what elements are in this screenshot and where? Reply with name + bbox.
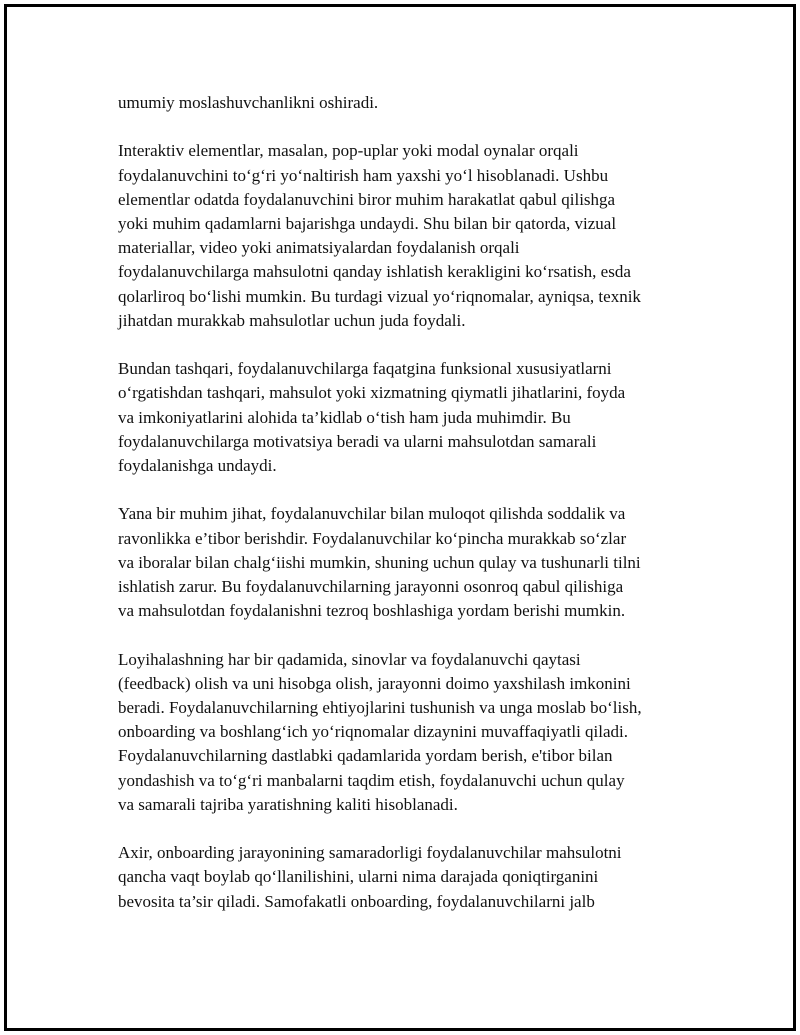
text-line: foydalanuvchilarga mahsulotni qanday ishlatish kerakligini ko‘rsatish, esda [118,262,631,282]
text-line: yoki muhim qadamlarni bajarishga undaydi. Shu bilan bir qatorda, vizual [118,214,617,233]
text-line: va samarali tajriba yaratishning kaliti hisoblanadi. [118,794,458,814]
paragraph [118,648,642,817]
paragraph [118,139,642,333]
text-line: onboarding va boshlang‘ich yo‘riqnomalar dizaynini muvaffaqiyatli qiladi. [118,722,629,742]
text-line: (feedback) olish va uni hisobga olish, jarayonni doimo yaxshilash imkonini [118,673,631,693]
text-line: bevosita ta’sir qiladi. Samofakatli onboarding, foydalanuvchilarni jalb [118,891,595,911]
text-line: qolarliroq bo‘lishi mumkin. Bu turdagi vizual yo‘riqnomalar, ayniqsa, texnik [118,286,641,306]
text-line: Interaktiv elementlar, masalan, pop-uplar yoki modal oynalar orqali [118,141,579,161]
text-line: beradi. Foydalanuvchilarning ehtiyojlarini tushunish va unga moslab bo‘lish, [118,698,642,718]
text-line: yondashish va to‘g‘ri manbalarni taqdim etish, foydalanuvchi uchun qulay [118,770,625,790]
text-line: o‘rgatishdan tashqari, mahsulot yoki xizmatning qiymatli jihatlarini, foyda [118,383,626,403]
paragraph [118,502,642,623]
text-line: foydalanuvchini to‘g‘ri yo‘naltirish ham yaxshi yo‘l hisoblanadi. Ushbu [118,165,609,185]
text-line: Yana bir muhim jihat, foydalanuvchilar bilan muloqot qilishda soddalik va [118,504,626,524]
text-line: qancha vaqt boylab qo‘llanilishini, ularni nima darajada qoniqtirganini [118,867,599,887]
text-line: Axir, onboarding jarayonining samaradorligi foydalanuvchilar mahsulotni [118,843,622,863]
text-line: Foydalanuvchilarning dastlabki qadamlarida yordam berish, e'tibor bilan [118,746,613,766]
text-line: va imkoniyatlarini alohida ta’kidlab o‘tish ham juda muhimdir. Bu [118,407,571,427]
text-line: Loyihalashning har bir qadamida, sinovlar va foydalanuvchi qaytasi [118,649,581,669]
text-line: va iboralar bilan chalg‘iishi mumkin, shuning uchun qulay va tushunarli tilni [118,552,641,572]
paragraph [118,91,642,115]
text-line: ravonlikka e’tibor berishdir. Foydalanuvchilar ko‘pincha murakkab so‘zlar [118,528,627,548]
paragraph [118,841,642,914]
text-line: umumiy moslashuvchanlikni oshiradi. [118,93,379,112]
paragraph [118,357,642,478]
text-line: Bundan tashqari, foydalanuvchilarga faqatgina funksional xususiyatlarni [118,359,612,379]
text-line: foydalanuvchilarga motivatsiya beradi va ularni mahsulotdan samarali [118,431,597,451]
text-line: elementlar odatda foydalanuvchini biror muhim harakatlat qabul qilishga [118,189,616,209]
text-line: va mahsulotdan foydalanishni tezroq boshlashiga yordam berishi mumkin. [118,601,626,621]
text-line: ishlatish zarur. Bu foydalanuvchilarning jarayonni osonroq qabul qilishiga [118,577,624,597]
text-line: foydalanishga undaydi. [118,456,277,476]
document-body [118,91,642,914]
text-line: materiallar, video yoki animatsiyalardan foydalanish orqali [118,238,520,258]
text-line: jihatdan murakkab mahsulotlar uchun juda foydali. [118,310,466,330]
